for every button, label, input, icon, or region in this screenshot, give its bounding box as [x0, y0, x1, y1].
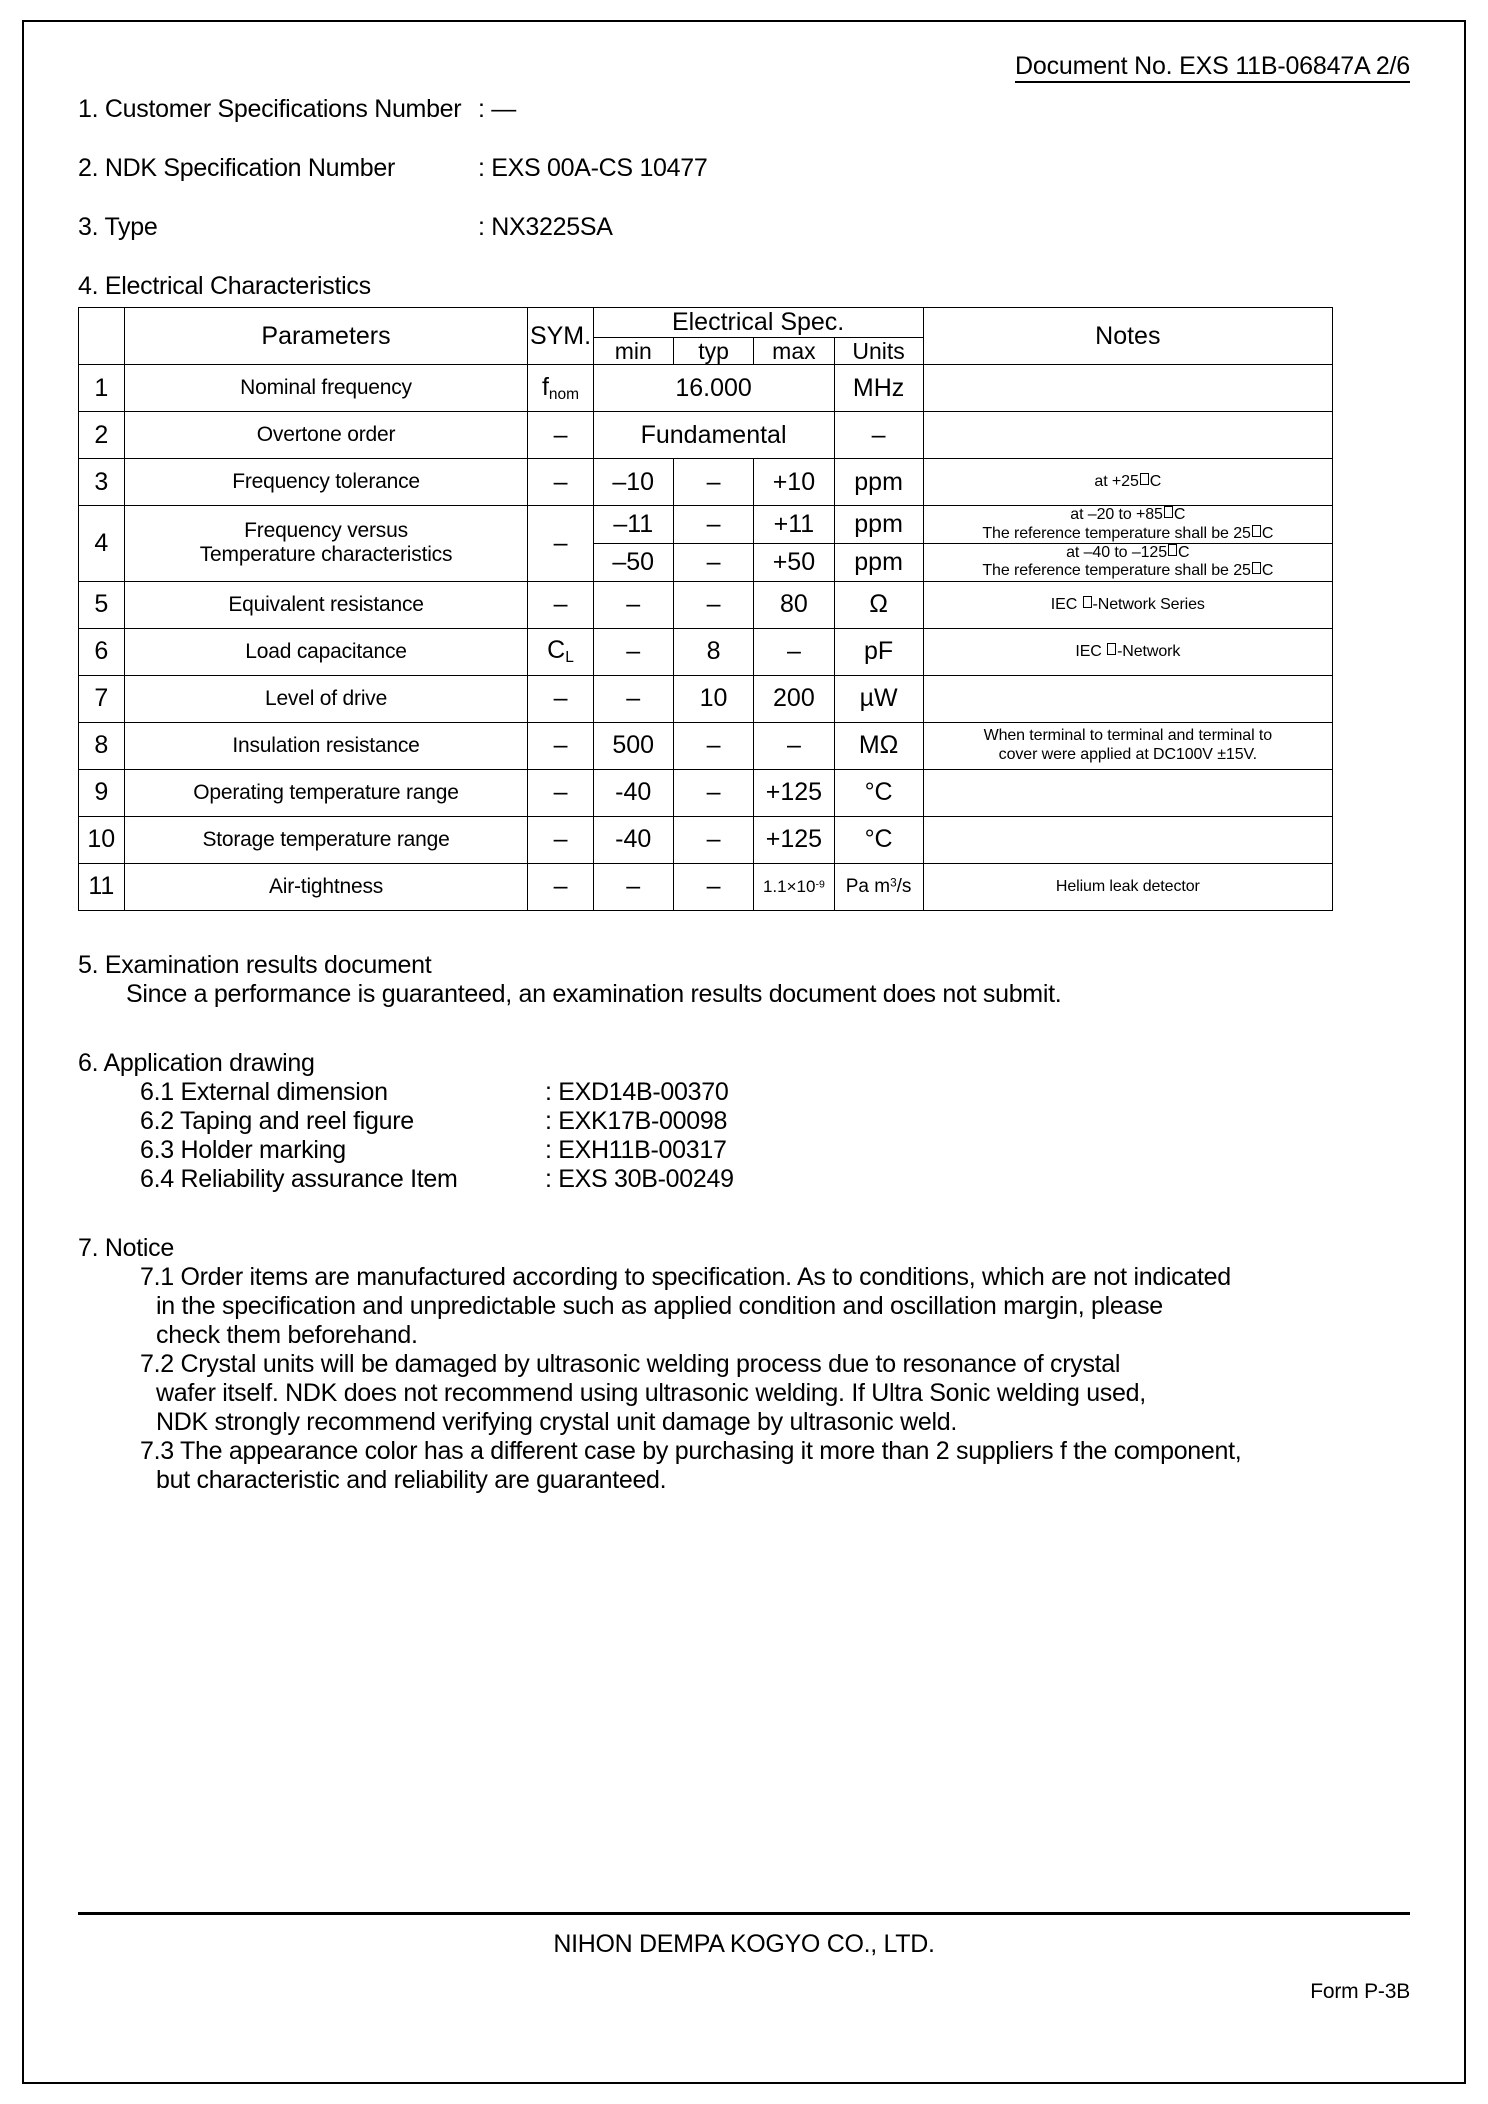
row-number: 8	[79, 722, 125, 769]
row-sym: –	[528, 506, 593, 582]
row-sym: –	[528, 816, 593, 863]
row-min: –10	[593, 459, 673, 506]
row-notes	[923, 769, 1332, 816]
table-row	[79, 816, 1333, 863]
header-index	[79, 308, 125, 365]
field-value: : EXS 00A-CS 10477	[478, 154, 708, 182]
footer-divider	[78, 1912, 1410, 1915]
item-value: : EXK17B-00098	[545, 1106, 728, 1135]
note-text-post: C	[1149, 472, 1162, 490]
document-number-text: Document No. EXS 11B-06847A 2/6	[1015, 52, 1410, 83]
row-sym: –	[528, 769, 593, 816]
row-min: –50	[593, 543, 673, 581]
row-min: -40	[593, 816, 673, 863]
row-typ: –	[673, 581, 753, 628]
missing-glyph-icon	[1083, 596, 1092, 608]
row-number: 10	[79, 816, 125, 863]
row-parameter: Frequency tolerance	[124, 459, 528, 506]
missing-glyph-icon	[1252, 525, 1261, 537]
row-number: 4	[79, 506, 125, 582]
row-parameter: Load capacitance	[124, 628, 528, 675]
row-number: 5	[79, 581, 125, 628]
row-number: 11	[79, 863, 125, 910]
note-line-2: cover were applied at DC100V ±15V.	[998, 745, 1257, 763]
section-6	[78, 1049, 1410, 1194]
row-units: µW	[834, 675, 923, 722]
row-max	[754, 863, 834, 910]
header-electrical-spec: Electrical Spec.	[593, 308, 923, 338]
row-units: Ω	[834, 581, 923, 628]
row-parameter: Insulation resistance	[124, 722, 528, 769]
item-value: : EXH11B-00317	[545, 1135, 727, 1164]
row-notes	[923, 543, 1332, 581]
application-drawing-item	[78, 1136, 1410, 1165]
row-parameter	[124, 506, 528, 582]
row-typ: 10	[673, 675, 753, 722]
row-max: +10	[754, 459, 834, 506]
table-row	[79, 506, 1333, 544]
note-text-post: -Network Series	[1092, 595, 1205, 613]
note-text-post: C	[1178, 543, 1190, 561]
row-units: °C	[834, 769, 923, 816]
row-span-value: Fundamental	[593, 412, 834, 459]
row-units: ppm	[834, 459, 923, 506]
row-notes	[923, 675, 1332, 722]
header-max: max	[754, 337, 834, 364]
note-text-pre: at +25	[1094, 472, 1139, 490]
row-typ: –	[673, 769, 753, 816]
row-parameter: Storage temperature range	[124, 816, 528, 863]
item-value: : EXD14B-00370	[545, 1077, 729, 1106]
table-row	[79, 581, 1333, 628]
field-label: 2. NDK Specification Number	[78, 154, 396, 182]
notice-line: 7.1 Order items are manufactured according to specification. As to conditions, which are not indicated	[140, 1262, 1231, 1291]
row-typ: –	[673, 722, 753, 769]
row-typ: –	[673, 459, 753, 506]
notice-line: 7.3 The appearance color has a different case by purchasing it more than 2 suppliers f the component,	[140, 1436, 1242, 1465]
row-max: +125	[754, 769, 834, 816]
row-max: +11	[754, 506, 834, 544]
section-7-title: 7. Notice	[78, 1233, 174, 1262]
footer-company-name: NIHON DEMPA KOGYO CO., LTD.	[553, 1930, 935, 1958]
field-label: 3. Type	[78, 213, 158, 241]
row-notes	[923, 365, 1332, 412]
row-number: 6	[79, 628, 125, 675]
row-units: MHz	[834, 365, 923, 412]
row-sym: –	[528, 459, 593, 506]
max-base: 1.1×10	[762, 876, 816, 896]
item-label: 6.1 External dimension	[140, 1077, 388, 1106]
table-row	[79, 628, 1333, 675]
table-header-row-1	[79, 308, 1333, 338]
application-drawing-item	[78, 1165, 1410, 1194]
section-5	[78, 951, 1410, 1009]
row-typ: –	[673, 543, 753, 581]
page-content	[78, 52, 1410, 1495]
row-notes	[923, 816, 1332, 863]
row-units: –	[834, 412, 923, 459]
row-units: ppm	[834, 506, 923, 544]
notice-line: in the specification and unpredictable such as applied condition and oscillation margin, please	[156, 1291, 1163, 1320]
notice-item-7-3	[78, 1437, 1410, 1495]
missing-glyph-icon	[1107, 643, 1116, 655]
missing-glyph-icon	[1168, 544, 1177, 556]
row-min: –	[593, 628, 673, 675]
field-ndk-spec-number	[78, 154, 1410, 183]
note-text-pre: IEC	[1050, 595, 1082, 613]
table-title: 4. Electrical Characteristics	[78, 272, 371, 300]
notice-item-7-2	[78, 1350, 1410, 1437]
header-parameters: Parameters	[124, 308, 528, 365]
row-notes	[923, 581, 1332, 628]
row-units: °C	[834, 816, 923, 863]
row-number: 2	[79, 412, 125, 459]
table-row	[79, 675, 1333, 722]
row-sym: –	[528, 412, 593, 459]
row-min: –11	[593, 506, 673, 544]
missing-glyph-icon	[1252, 562, 1261, 574]
field-value: : —	[478, 95, 516, 123]
row-number: 1	[79, 365, 125, 412]
note-text-pre: The reference temperature shall be 25	[982, 562, 1251, 580]
row-units: MΩ	[834, 722, 923, 769]
row-min: 500	[593, 722, 673, 769]
row-sym: –	[528, 675, 593, 722]
table-row	[79, 412, 1333, 459]
row-parameter: Overtone order	[124, 412, 528, 459]
sym-subscript: nom	[548, 385, 580, 403]
row-notes	[923, 628, 1332, 675]
row-notes: Helium leak detector	[923, 863, 1332, 910]
notice-line: 7.2 Crystal units will be damaged by ultrasonic welding process due to resonance of crystal	[140, 1349, 1121, 1378]
units-base: Pa m	[845, 875, 891, 897]
item-label: 6.2 Taping and reel figure	[140, 1106, 414, 1135]
note-line-2	[924, 562, 1332, 580]
row-max: 80	[754, 581, 834, 628]
header-min: min	[593, 337, 673, 364]
row-sym: –	[528, 581, 593, 628]
max-exponent: -9	[815, 878, 825, 891]
field-value: : NX3225SA	[478, 213, 613, 241]
header-notes: Notes	[923, 308, 1332, 365]
electrical-characteristics-table	[78, 307, 1333, 911]
row-typ: 8	[673, 628, 753, 675]
item-label: 6.3 Holder marking	[140, 1135, 346, 1164]
item-value: : EXS 30B-00249	[545, 1164, 734, 1193]
note-text-pre: The reference temperature shall be 25	[982, 524, 1251, 542]
row-notes	[923, 722, 1332, 769]
units-exponent: 3	[890, 876, 897, 890]
row-typ: –	[673, 863, 753, 910]
table-row	[79, 863, 1333, 910]
row-parameter-line1: Frequency versus	[244, 519, 408, 543]
row-parameter: Air-tightness	[124, 863, 528, 910]
row-parameter: Operating temperature range	[124, 769, 528, 816]
section-5-body: Since a performance is guaranteed, an examination results document does not submit.	[126, 979, 1062, 1008]
row-sym	[528, 628, 593, 675]
note-line-1	[924, 544, 1332, 562]
row-max: +50	[754, 543, 834, 581]
row-max: –	[754, 722, 834, 769]
row-min: –	[593, 863, 673, 910]
field-customer-spec-number	[78, 95, 1410, 124]
table-row	[79, 722, 1333, 769]
missing-glyph-icon	[1164, 506, 1173, 518]
row-parameter-line2: Temperature characteristics	[199, 543, 453, 567]
sym-base: C	[547, 636, 566, 665]
section-6-title: 6. Application drawing	[78, 1048, 315, 1077]
footer-form-code: Form P-3B	[1310, 1980, 1410, 2003]
row-parameter: Equivalent resistance	[124, 581, 528, 628]
row-min: -40	[593, 769, 673, 816]
section-5-title: 5. Examination results document	[78, 950, 432, 979]
application-drawing-item	[78, 1107, 1410, 1136]
notice-line: NDK strongly recommend verifying crystal unit damage by ultrasonic weld.	[156, 1407, 957, 1436]
note-text-post: C	[1261, 524, 1274, 542]
row-sym: –	[528, 722, 593, 769]
row-units: ppm	[834, 543, 923, 581]
field-label: 1. Customer Specifications Number	[78, 95, 462, 123]
sym-subscript: L	[565, 649, 574, 667]
table-row	[79, 459, 1333, 506]
row-notes	[923, 412, 1332, 459]
row-max: +125	[754, 816, 834, 863]
units-tail: /s	[896, 875, 912, 897]
row-notes	[923, 506, 1332, 544]
row-sym: –	[528, 863, 593, 910]
note-line-1: When terminal to terminal and terminal to	[983, 727, 1273, 745]
section-7	[78, 1234, 1410, 1495]
row-units: pF	[834, 628, 923, 675]
header-typ: typ	[673, 337, 753, 364]
document-number	[78, 52, 1410, 81]
row-parameter: Nominal frequency	[124, 365, 528, 412]
note-line-2	[924, 525, 1332, 543]
note-text-post: C	[1261, 562, 1274, 580]
row-max: –	[754, 628, 834, 675]
item-label: 6.4 Reliability assurance Item	[140, 1164, 458, 1193]
row-min: –	[593, 581, 673, 628]
notice-item-7-1	[78, 1263, 1410, 1350]
table-row	[79, 769, 1333, 816]
notice-line: but characteristic and reliability are guaranteed.	[156, 1465, 667, 1494]
field-type	[78, 213, 1410, 242]
note-text-pre: at –40 to –125	[1066, 543, 1168, 561]
note-text-pre: IEC	[1075, 642, 1107, 660]
note-line-1	[924, 506, 1332, 524]
row-typ: –	[673, 816, 753, 863]
row-min: –	[593, 675, 673, 722]
notice-line: check them beforehand.	[156, 1320, 418, 1349]
missing-glyph-icon	[1140, 473, 1149, 485]
table-row	[79, 365, 1333, 412]
header-sym: SYM.	[528, 308, 593, 365]
row-parameter: Level of drive	[124, 675, 528, 722]
header-units: Units	[834, 337, 923, 364]
notice-line: wafer itself. NDK does not recommend using ultrasonic welding. If Ultra Sonic welding used,	[156, 1378, 1146, 1407]
row-notes	[923, 459, 1332, 506]
row-span-value: 16.000	[593, 365, 834, 412]
note-text-pre: at –20 to +85	[1070, 506, 1163, 524]
note-text-post: C	[1173, 506, 1186, 524]
row-sym	[528, 365, 593, 412]
row-number: 3	[79, 459, 125, 506]
row-number: 7	[79, 675, 125, 722]
row-units	[834, 863, 923, 910]
sym-base: f	[541, 372, 549, 401]
row-max: 200	[754, 675, 834, 722]
application-drawing-item	[78, 1078, 1410, 1107]
row-typ: –	[673, 506, 753, 544]
row-number: 9	[79, 769, 125, 816]
note-text-post: -Network	[1117, 642, 1181, 660]
